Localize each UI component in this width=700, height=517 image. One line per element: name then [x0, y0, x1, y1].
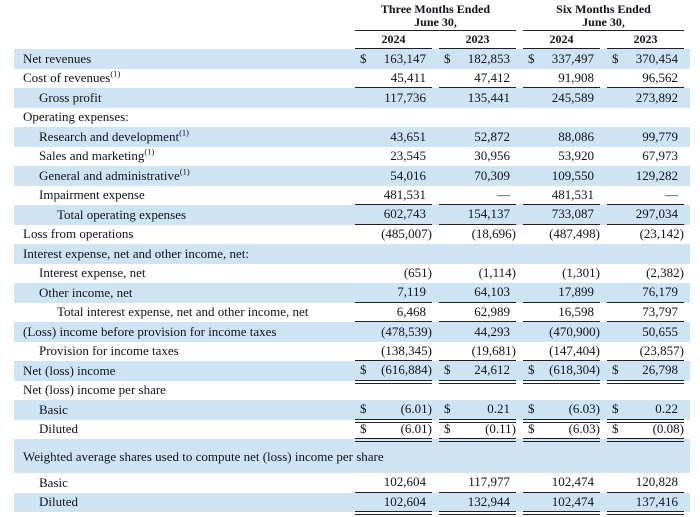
- footnote-ref: (1): [144, 146, 155, 157]
- cell-value: (487,498): [549, 226, 600, 242]
- cell-value: (478,539): [381, 323, 432, 339]
- cell-value: (6.03): [568, 420, 600, 436]
- value-cell: [523, 205, 600, 225]
- value-cell: [523, 342, 600, 362]
- table-row: [14, 264, 690, 284]
- cell-value: 43,651: [390, 128, 426, 144]
- cell-value: (6.03): [568, 401, 600, 417]
- cell-value: 132,944: [467, 493, 510, 509]
- cell-value: 73,797: [642, 303, 678, 319]
- dollar-sign: $: [612, 420, 619, 436]
- cell-value: 102,604: [383, 493, 426, 509]
- table-row: [14, 88, 690, 108]
- cell-value: 7,119: [397, 284, 426, 300]
- table-row: [14, 69, 690, 89]
- value-cell: [355, 205, 432, 225]
- cell-value: 30,956: [474, 148, 510, 164]
- cell-value: (0.08): [652, 420, 684, 436]
- cell-value: 24,612: [474, 362, 510, 378]
- cell-value: 481,531: [383, 186, 426, 202]
- dollar-sign: $: [444, 362, 451, 378]
- value-cell: [439, 400, 516, 420]
- cell-value: 50,655: [642, 323, 678, 339]
- cell-value: 733,087: [551, 206, 594, 222]
- cell-value: (6.01): [400, 420, 432, 436]
- value-cell: [439, 147, 516, 167]
- value-cell: [523, 166, 600, 186]
- cell-value: 53,920: [558, 148, 594, 164]
- year-header: 2023: [607, 31, 684, 49]
- value-cell: [607, 127, 684, 147]
- table-row: [14, 400, 690, 420]
- cell-value: (1,301): [562, 265, 600, 281]
- dollar-sign: $: [612, 401, 619, 417]
- table-row: [14, 473, 690, 493]
- cell-value: 16,598: [558, 303, 594, 319]
- dollar-sign: $: [360, 401, 367, 417]
- value-cell: [607, 264, 684, 284]
- cell-value: 64,103: [474, 284, 510, 300]
- cell-value: 182,853: [467, 50, 510, 66]
- table-row: [14, 361, 690, 381]
- table-row: [14, 147, 690, 167]
- row-label: Interest expense, net: [39, 265, 146, 281]
- cell-value: 109,550: [551, 167, 594, 183]
- cell-value: (19,681): [471, 342, 516, 358]
- dollar-sign: $: [444, 420, 451, 436]
- header-spacer: [14, 31, 348, 49]
- value-cell: [607, 322, 684, 342]
- value-cell: [523, 225, 600, 245]
- value-cell: [523, 186, 600, 206]
- cell-value: 481,531: [551, 186, 594, 202]
- value-cell: [523, 473, 600, 493]
- row-label: Diluted: [39, 494, 78, 510]
- period-title-line1: Six Months Ended: [556, 2, 651, 16]
- period-header-six-months: [523, 3, 684, 31]
- value-cell: [439, 264, 516, 284]
- value-cell: [523, 264, 600, 284]
- table-row: [14, 166, 690, 186]
- cell-value: (6.01): [400, 401, 432, 417]
- row-label: Total interest expense, net and other income, net: [57, 304, 309, 320]
- value-cell: [523, 400, 600, 420]
- table-row: [14, 186, 690, 206]
- cell-value: 102,604: [383, 474, 426, 490]
- row-label: Loss from operations: [23, 226, 134, 242]
- row-label: Cost of revenues$^{(1)}$: [23, 68, 121, 86]
- dollar-sign: $: [444, 401, 451, 417]
- value-cell: [439, 342, 516, 362]
- value-cell: [523, 322, 600, 342]
- value-cell: [439, 303, 516, 323]
- cell-value: (651): [403, 265, 432, 281]
- cell-value: 117,977: [468, 474, 510, 490]
- table-row: [14, 493, 690, 513]
- cell-value: 117,736: [384, 89, 426, 105]
- table-row: [14, 322, 690, 342]
- cell-value: (138,345): [381, 342, 432, 358]
- value-cell: [607, 342, 684, 362]
- value-cell: [439, 205, 516, 225]
- footnote-ref: (1): [179, 127, 189, 138]
- cell-value: (485,007): [381, 226, 432, 242]
- cell-value: 47,412: [474, 69, 510, 85]
- table-row: [14, 303, 690, 323]
- cell-value: 154,137: [467, 206, 510, 222]
- table-row: [14, 108, 690, 128]
- value-cell: [523, 361, 600, 381]
- cell-value: 76,179: [642, 284, 678, 300]
- value-cell: [439, 493, 516, 513]
- value-cell: [439, 225, 516, 245]
- period-title-line1: Three Months Ended: [380, 2, 491, 16]
- value-cell: [355, 283, 432, 303]
- row-label: Basic: [39, 401, 68, 417]
- value-cell: [523, 493, 600, 513]
- row-label: Interest expense, net and other income, net:: [23, 245, 249, 261]
- table-row: [14, 49, 690, 69]
- row-label: Research and development$^{(1)}$: [39, 127, 189, 144]
- dollar-sign: $: [528, 50, 535, 66]
- table-row: [14, 283, 690, 303]
- cell-value: (1,114): [478, 265, 516, 281]
- cell-value: 102,474: [551, 474, 594, 490]
- dollar-sign: $: [528, 420, 535, 436]
- cell-value: 337,497: [551, 50, 594, 66]
- cell-value: 0.21: [487, 401, 510, 417]
- dollar-sign: $: [528, 362, 535, 378]
- period-header-three-months: [355, 3, 516, 31]
- value-cell: [355, 473, 432, 493]
- cell-value: 273,892: [635, 89, 678, 105]
- cell-value: 163,147: [383, 50, 426, 66]
- value-cell: [607, 49, 684, 69]
- value-cell: [355, 264, 432, 284]
- cell-value: (23,142): [639, 226, 684, 242]
- year-header: 2024: [355, 31, 432, 49]
- table-row: [14, 127, 690, 147]
- value-cell: [523, 49, 600, 69]
- cell-value: (616,884): [381, 362, 432, 378]
- table-row: [14, 420, 690, 440]
- value-cell: [355, 69, 432, 89]
- value-cell: [439, 127, 516, 147]
- cell-value: (0.11): [485, 420, 516, 436]
- cell-value: (23,857): [639, 342, 684, 358]
- dollar-sign: $: [528, 401, 535, 417]
- value-cell: [607, 225, 684, 245]
- value-cell: [607, 493, 684, 513]
- value-cell: [607, 283, 684, 303]
- row-label: Weighted average shares used to compute net (loss) income per share: [23, 448, 384, 464]
- cell-value: 96,562: [642, 69, 678, 85]
- row-label: Diluted: [39, 421, 78, 437]
- cell-value: 52,872: [474, 128, 510, 144]
- cell-value: 62,989: [474, 303, 510, 319]
- table-row: [14, 225, 690, 245]
- cell-value: —: [665, 186, 678, 202]
- value-cell: [355, 493, 432, 513]
- row-label: Net (loss) income per share: [23, 382, 166, 398]
- cell-value: 297,034: [635, 206, 678, 222]
- value-cell: [607, 166, 684, 186]
- cell-value: 67,973: [642, 148, 678, 164]
- value-cell: [355, 127, 432, 147]
- value-cell: [523, 147, 600, 167]
- cell-value: 135,441: [467, 89, 510, 105]
- cell-value: 99,779: [642, 128, 678, 144]
- cell-value: 26,798: [642, 362, 678, 378]
- cell-value: 137,416: [635, 493, 678, 509]
- cell-value: 54,016: [390, 167, 426, 183]
- value-cell: [439, 166, 516, 186]
- cell-value: 602,743: [383, 206, 426, 222]
- row-label: Operating expenses:: [23, 109, 129, 125]
- cell-value: (618,304): [549, 362, 600, 378]
- value-cell: [439, 88, 516, 108]
- row-label: Basic: [39, 474, 68, 490]
- value-cell: [607, 400, 684, 420]
- value-cell: [439, 361, 516, 381]
- value-cell: [355, 400, 432, 420]
- cell-value: 44,293: [474, 323, 510, 339]
- value-cell: [607, 205, 684, 225]
- cell-value: 120,828: [635, 474, 678, 490]
- year-header: 2024: [523, 31, 600, 49]
- year-header: 2023: [439, 31, 516, 49]
- row-label: Impairment expense: [39, 187, 145, 203]
- value-cell: [439, 420, 516, 440]
- value-cell: [355, 322, 432, 342]
- value-cell: [355, 420, 432, 440]
- footnote-ref: (1): [110, 68, 121, 79]
- cell-value: 17,899: [558, 284, 594, 300]
- dollar-sign: $: [612, 362, 619, 378]
- cell-value: 370,454: [635, 50, 678, 66]
- value-cell: [355, 225, 432, 245]
- dollar-sign: $: [444, 50, 451, 66]
- cell-value: (470,900): [549, 323, 600, 339]
- cell-value: —: [497, 186, 510, 202]
- row-label: Provision for income taxes: [39, 343, 179, 359]
- period-title-line2: June 30,: [414, 14, 457, 29]
- value-cell: [355, 303, 432, 323]
- value-cell: [439, 49, 516, 69]
- row-label: General and administrative$^{(1)}$: [39, 166, 190, 183]
- cell-value: 0.22: [655, 401, 678, 417]
- value-cell: [607, 186, 684, 206]
- cell-value: 88,086: [558, 128, 594, 144]
- row-label: Other income, net: [39, 284, 133, 300]
- value-cell: [355, 342, 432, 362]
- value-cell: [523, 127, 600, 147]
- row-label: Gross profit: [39, 89, 102, 105]
- cell-value: (147,404): [549, 342, 600, 358]
- value-cell: [607, 361, 684, 381]
- cell-value: 91,908: [558, 69, 594, 85]
- row-label: Sales and marketing$^{(1)}$: [39, 146, 155, 164]
- cell-value: 102,474: [551, 493, 594, 509]
- value-cell: [355, 361, 432, 381]
- value-cell: [355, 88, 432, 108]
- dollar-sign: $: [360, 50, 367, 66]
- value-cell: [355, 166, 432, 186]
- value-cell: [607, 147, 684, 167]
- table-row: [14, 439, 690, 473]
- header-spacer: [14, 3, 348, 31]
- cell-value: 6,468: [396, 303, 426, 319]
- value-cell: [607, 88, 684, 108]
- row-label: Net revenues: [23, 50, 92, 66]
- cell-value: 70,309: [474, 167, 510, 183]
- footnote-ref: (1): [179, 166, 190, 177]
- table-row: [14, 342, 690, 362]
- cell-value: (2,382): [646, 265, 684, 281]
- value-cell: [607, 473, 684, 493]
- value-cell: [607, 420, 684, 440]
- cell-value: 129,282: [635, 167, 678, 183]
- row-label: Total operating expenses: [57, 206, 187, 222]
- value-cell: [439, 473, 516, 493]
- value-cell: [523, 283, 600, 303]
- value-cell: [439, 186, 516, 206]
- value-cell: [439, 283, 516, 303]
- value-cell: [523, 88, 600, 108]
- value-cell: [355, 186, 432, 206]
- value-cell: [439, 69, 516, 89]
- table-row: [14, 244, 690, 264]
- value-cell: [355, 49, 432, 69]
- cell-value: 23,545: [390, 148, 426, 164]
- cell-value: 45,411: [390, 69, 426, 85]
- value-cell: [439, 322, 516, 342]
- value-cell: [523, 303, 600, 323]
- table-header: [14, 3, 690, 31]
- value-cell: [355, 147, 432, 167]
- value-cell: [523, 69, 600, 89]
- dollar-sign: $: [612, 50, 619, 66]
- dollar-sign: $: [360, 420, 367, 436]
- value-cell: [523, 420, 600, 440]
- table-row: [14, 205, 690, 225]
- value-cell: [607, 303, 684, 323]
- year-header-row: [14, 31, 690, 49]
- value-cell: [607, 69, 684, 89]
- cell-value: 245,589: [551, 89, 594, 105]
- row-label: Net (loss) income: [23, 362, 116, 378]
- dollar-sign: $: [360, 362, 367, 378]
- cell-value: (18,696): [471, 226, 516, 242]
- row-label: (Loss) income before provision for income taxes: [23, 323, 277, 339]
- period-title-line2: June 30,: [582, 14, 625, 29]
